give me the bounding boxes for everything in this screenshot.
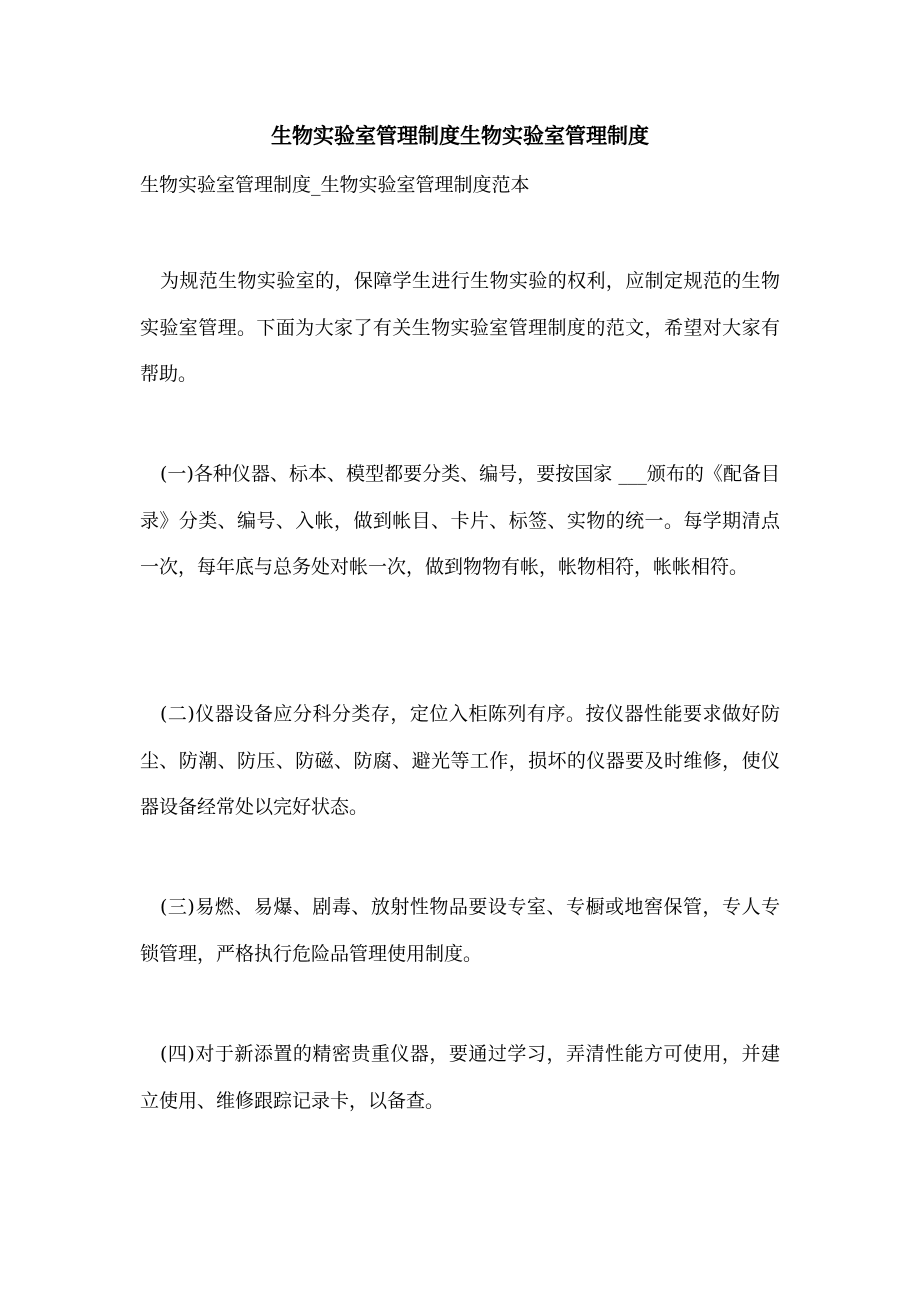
document-title: 生物实验室管理制度生物实验室管理制度 [271,123,649,148]
document-subtitle: 生物实验室管理制度_生物实验室管理制度范本 [140,174,530,196]
paragraph-rule-2: (二)仪器设备应分科分类存，定位入柜陈列有序。按仪器性能要求做好防尘、防潮、防压、防磁、防腐、避光等工作，损坏的仪器要及时维修，使仪器设备经常处以完好状态。 [140,703,780,818]
paragraph-rule-4: (四)对于新添置的精密贵重仪器，要通过学习，弄清性能方可使用，并建立使用、维修跟踪记录卡，以备查。 [140,1043,780,1112]
paragraph-intro: 为规范生物实验室的，保障学生进行生物实验的权利，应制定规范的生物实验室管理。下面为大家了有关生物实验室管理制度的范文，希望对大家有帮助。 [140,270,780,385]
paragraph-rule-3: (三)易燃、易爆、剧毒、放射性物品要设专室、专橱或地窖保管，专人专锁管理，严格执行危险品管理使用制度。 [140,896,780,965]
paragraph-rule-1: (一)各种仪器、标本、模型都要分类、编号，要按国家 ___颁布的《配备目录》分类、编号、入帐，做到帐目、卡片、标签、实物的统一。每学期清点一次，每年底与总务处对帐一次，做到物物有帐，帐物相符，帐帐相符。 [140,463,780,578]
